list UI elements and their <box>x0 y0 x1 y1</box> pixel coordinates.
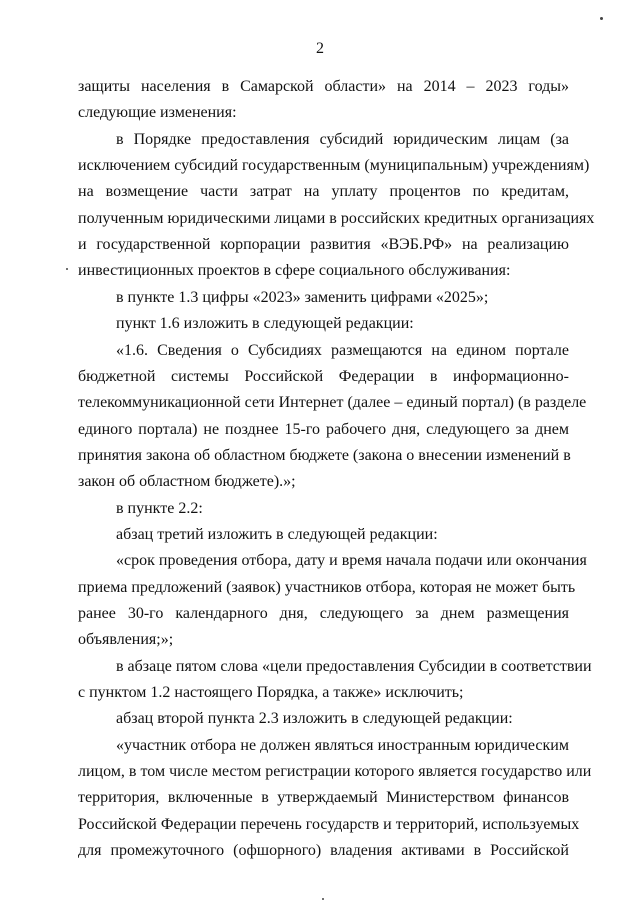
scan-speck <box>322 898 324 900</box>
text-line: на возмещение части затрат на уплату процентов по кредитам, <box>78 183 569 200</box>
text-line: исключением субсидий государственным (муниципальным) учреждениям) <box>78 157 590 174</box>
text-line: бюджетной системы Российской Федерации в информационно- <box>78 368 569 385</box>
text-line: в Порядке предоставления субсидий юридическим лицам (за <box>116 131 569 148</box>
scan-speck <box>600 17 603 20</box>
text-line: объявления;»; <box>78 631 174 648</box>
text-line: полученным юридическими лицами в российских кредитных организациях <box>78 210 595 227</box>
text-line: принятия закона об областном бюджете (закона о внесении изменений в <box>78 447 571 464</box>
text-line: закон об областном бюджете).»; <box>78 473 296 490</box>
text-line: в пункте 2.2: <box>116 500 203 517</box>
text-line: защиты населения в Самарской области» на 2014 – 2023 годы» <box>78 78 569 95</box>
text-line: и государственной корпорации развития «ВЭБ.РФ» на реализацию <box>78 236 569 253</box>
text-line: Российской Федерации перечень государств и территорий, используемых <box>78 816 580 833</box>
text-line: единого портала) не позднее 15-го рабочего дня, следующего за днем <box>78 421 569 438</box>
text-line: в абзаце пятом слова «цели предоставления Субсидии в соответствии <box>116 658 592 675</box>
text-line: абзац третий изложить в следующей редакции: <box>116 526 438 543</box>
text-line: «срок проведения отбора, дату и время начала подачи или окончания <box>116 552 587 569</box>
text-line: «участник отбора не должен являться иностранным юридическим <box>116 737 569 754</box>
text-line: с пунктом 1.2 настоящего Порядка, а также» исключить; <box>78 684 464 701</box>
text-line: территория, включенные в утверждаемый Министерством финансов <box>78 789 569 806</box>
text-line: инвестиционных проектов в сфере социального обслуживания: <box>78 262 511 279</box>
text-line: для промежуточного (офшорного) владения активами в Российской <box>78 842 569 859</box>
text-line: лицом, в том числе местом регистрации которого является государство или <box>78 763 592 780</box>
page-number: 2 <box>316 40 324 57</box>
text-line: пункт 1.6 изложить в следующей редакции: <box>116 315 414 332</box>
scan-speck <box>66 268 68 270</box>
text-line: абзац второй пункта 2.3 изложить в следующей редакции: <box>116 710 513 727</box>
text-line: в пункте 1.3 цифры «2023» заменить цифрами «2025»; <box>116 289 489 306</box>
text-line: ранее 30-го календарного дня, следующего за днем размещения <box>78 605 569 622</box>
text-line: приема предложений (заявок) участников отбора, которая не может быть <box>78 579 576 596</box>
text-line: «1.6. Сведения о Субсидиях размещаются на едином портале <box>116 342 569 359</box>
text-line: телекоммуникационной сети Интернет (далее – единый портал) (в разделе <box>78 394 587 411</box>
text-line: следующие изменения: <box>78 104 237 121</box>
